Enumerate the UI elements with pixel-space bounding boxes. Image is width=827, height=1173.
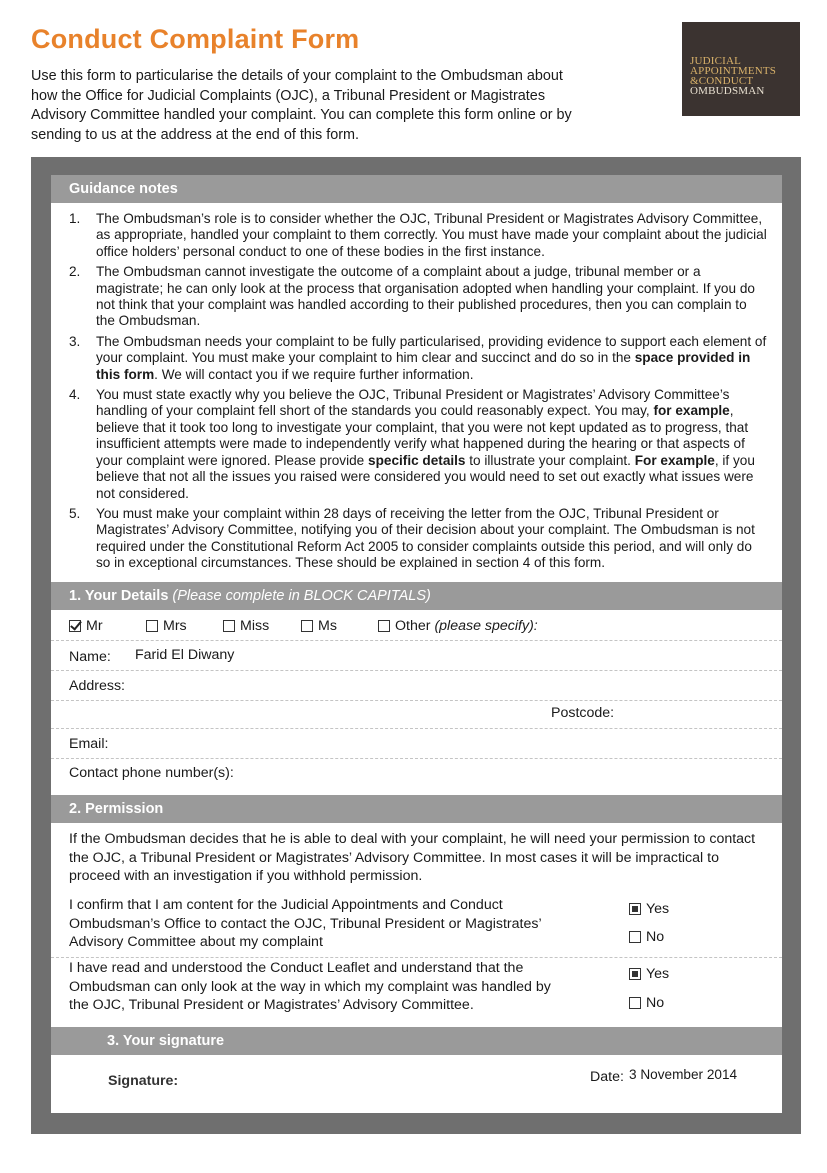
form-intro: Use this form to particularise the details of your complaint to the Ombudsman about how the Office for Judicial Complaints (OJC), a Tribunal President or Magistrates Advisory Committee handled your complaint. You can complete this form online or by sending to us at the address at the end of this form. <box>31 68 572 143</box>
guidance-item-text: . We will contact you if we require further information. <box>154 366 474 382</box>
checkbox[interactable] <box>301 620 313 632</box>
guidance-heading: Guidance notes <box>51 175 782 203</box>
guidance-item <box>69 387 769 502</box>
guidance-item-text: , if you believe that not all the issues you raised were considered you would need to set out exactly what issues were not considered. <box>96 452 755 501</box>
guidance-item-text: The Ombudsman needs your complaint to be fully particularised, providing evidence to support each element of your complaint. You must make your complaint to him clear and succinct and do so in the <box>96 333 767 366</box>
title-option-miss[interactable] <box>223 618 269 634</box>
guidance-item-emphasis: For example <box>634 452 715 468</box>
guidance-item-text: , believe that it took too long to investigate your complaint, that you were not kept updated as to progress, that insufficient attempts were made to independently verify what happened during the hearing or that aspects of your complaint were ignored. Please provide <box>96 403 749 468</box>
email-label: Email: <box>69 736 109 752</box>
option-label: No <box>646 929 665 945</box>
guidance-item-number: 4. <box>69 387 81 403</box>
form-frame <box>31 157 801 1134</box>
guidance-item <box>69 211 769 260</box>
form-title: Conduct Complaint Form <box>31 24 360 54</box>
name-label: Name: <box>69 649 111 665</box>
date-field[interactable]: 3 November 2014 <box>629 1067 738 1082</box>
guidance-item-number: 5. <box>69 505 81 521</box>
guidance-item <box>69 264 769 330</box>
title-option-ms[interactable] <box>301 618 337 634</box>
title-option-label: Mr <box>86 618 103 634</box>
title-option-label: Other <box>395 618 431 634</box>
title-option-mrs[interactable] <box>146 618 187 634</box>
date-label: Date: <box>590 1069 624 1085</box>
checkbox[interactable] <box>629 997 641 1009</box>
option-label: Yes <box>646 966 670 982</box>
title-option-label: Ms <box>318 618 337 634</box>
checkbox-checked[interactable] <box>69 620 81 632</box>
details-heading <box>51 582 782 610</box>
guidance-item-emphasis: for example <box>653 403 730 419</box>
title-option-label: Miss <box>240 618 270 634</box>
signature-label: Signature: <box>108 1073 179 1089</box>
guidance-item-number: 3. <box>69 333 81 349</box>
field-divider <box>51 728 782 729</box>
permission-intro: If the Ombudsman decides that he is able to deal with your complaint, he will need your permission to contact the OJC, a Tribunal President or Magistrates’ Advisory Committee. In most cases it will be impractical to proceed with an investigation if you withhold permission. <box>69 831 756 884</box>
details-heading-text: 1. Your Details <box>69 588 169 604</box>
guidance-item-text: The Ombudsman’s role is to consider whether the OJC, Tribunal President or Magistrates Advisory Committee, as appropriate, handled your complaint to them correctly. You must have made your complaint about the judicial office holders’ personal conduct to one of these bodies in the first instance. <box>96 211 767 259</box>
form-body <box>51 175 782 1113</box>
logo-line: OMBUDSMAN <box>690 85 765 97</box>
checkbox[interactable] <box>629 931 641 943</box>
checkbox[interactable] <box>146 620 158 632</box>
other-specify-hint: (please specify): <box>434 618 538 634</box>
field-divider <box>51 640 782 641</box>
permission-heading: 2. Permission <box>51 795 782 823</box>
guidance-item-emphasis: space provided in this form <box>96 350 751 382</box>
ombudsman-logo <box>682 22 800 116</box>
logo-line: JUDICIAL <box>690 55 742 67</box>
permission-question-2: I have read and understood the Conduct Leaflet and understand that the Ombudsman can only look at the way in which my complaint was handled by the OJC, Tribunal President or Magistrates’ Advisory Committee. <box>69 960 551 1013</box>
field-divider <box>51 758 782 759</box>
title-option-mr[interactable] <box>69 618 103 634</box>
field-divider <box>51 957 782 958</box>
guidance-item <box>69 506 769 572</box>
guidance-item-number: 2. <box>69 264 81 280</box>
guidance-item-emphasis: specific details <box>368 452 466 468</box>
logo-line: APPOINTMENTS <box>690 65 777 77</box>
phone-label: Contact phone number(s): <box>69 765 234 781</box>
name-field[interactable]: Farid El Diwany <box>135 647 235 663</box>
postcode-label: Postcode: <box>551 705 615 721</box>
guidance-item-text: The Ombudsman cannot investigate the outcome of a complaint about a judge, tribunal member or a magistrate; he can only look at the process that organisation adopted when handling your complaint. If you do not think that your complaint was handled according to their published procedures, then you can complain to the Ombudsman. <box>96 264 755 329</box>
signature-heading: 3. Your signature <box>51 1027 782 1055</box>
option-label: No <box>646 995 665 1011</box>
guidance-item-text: You must make your complaint within 28 days of receiving the letter from the OJC, Tribunal President or Magistrates’ Advisory Committee, notifying you of their decision about your complaint. The Ombudsman is not required under the Constitutional Reform Act 2005 to consider complaints outside this period, and will only do so in exceptional circumstances. These should be explained in section 4 of this form. <box>96 505 755 571</box>
guidance-item-text: to illustrate your complaint. <box>465 452 635 468</box>
address-label: Address: <box>69 678 125 694</box>
q2-no-option[interactable] <box>629 995 664 1011</box>
details-heading-hint: (Please complete in BLOCK CAPITALS) <box>172 588 431 604</box>
field-divider <box>51 700 782 701</box>
checkbox-checked[interactable] <box>629 903 641 915</box>
checkbox[interactable] <box>223 620 235 632</box>
checkbox[interactable] <box>378 620 390 632</box>
q1-no-option[interactable] <box>629 929 664 945</box>
q1-yes-option[interactable] <box>629 901 669 917</box>
title-option-label: Mrs <box>163 618 187 634</box>
permission-question-1: I confirm that I am content for the Judicial Appointments and Conduct Ombudsman’s Office to contact the OJC, Tribunal President or Magistrates’ Advisory Committee about my complaint <box>69 897 542 950</box>
q2-yes-option[interactable] <box>629 966 669 982</box>
option-label: Yes <box>646 901 670 917</box>
title-option-other[interactable] <box>378 618 538 634</box>
guidance-item <box>69 334 769 383</box>
checkbox-checked[interactable] <box>629 968 641 980</box>
field-divider <box>51 670 782 671</box>
guidance-item-text: You must state exactly why you believe the OJC, Tribunal President or Magistrates’ Advisory Committee’s handling of your complaint fell short of the standards you could reasonably expect. You may, <box>96 387 730 419</box>
guidance-list <box>69 211 769 576</box>
logo-line: &CONDUCT <box>690 75 754 87</box>
guidance-item-number: 1. <box>69 211 81 226</box>
